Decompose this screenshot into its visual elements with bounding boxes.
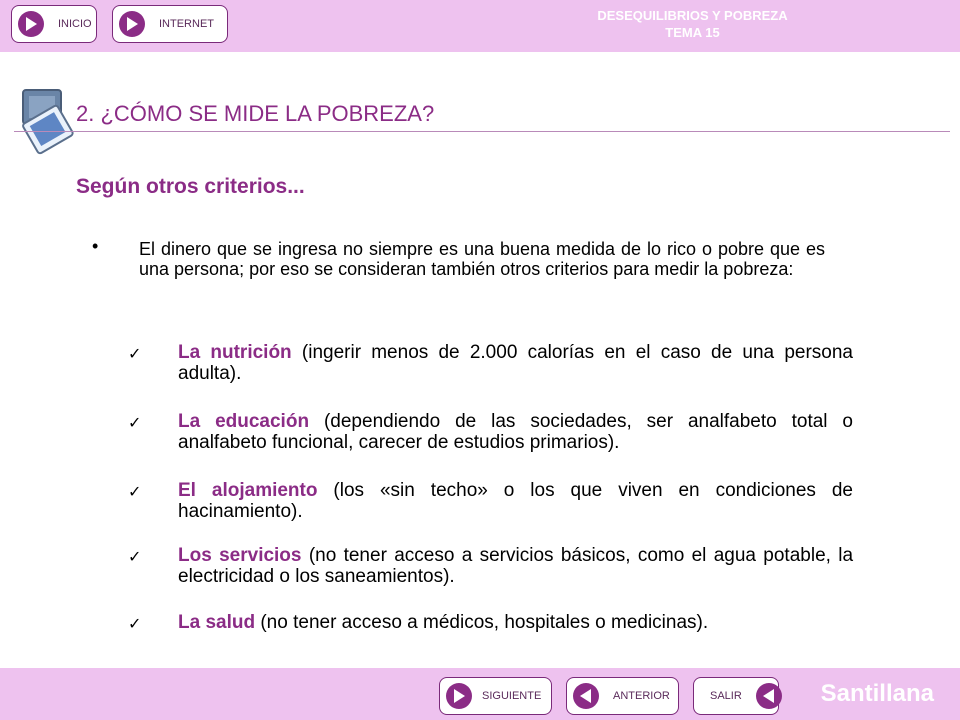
criterion-item	[178, 480, 853, 522]
course-title-line2: TEMA 15	[665, 25, 720, 40]
criterion-text: (no tener acceso a servicios básicos, como el agua potable, la electricidad o los saneamientos).	[178, 545, 854, 587]
criterion-term: El alojamiento	[178, 480, 318, 501]
anterior-button[interactable]	[566, 677, 679, 715]
inicio-button[interactable]	[11, 5, 97, 43]
section-subtitle: Según otros criterios...	[76, 175, 305, 198]
course-title	[520, 7, 865, 41]
check-icon: ✓	[128, 549, 142, 566]
criterion-term: La nutrición	[178, 342, 292, 363]
anterior-label: ANTERIOR	[613, 690, 670, 702]
criterion-term: La educación	[178, 411, 310, 432]
intro-paragraph: El dinero que se ingresa no siempre es una buena medida de lo rico o pobre que es una persona; por eso se consideran también otros criterios para medir la pobreza:	[139, 239, 825, 279]
course-title-line1: DESEQUILIBRIOS Y POBREZA	[597, 8, 788, 23]
check-icon: ✓	[128, 616, 142, 633]
inicio-label: INICIO	[58, 18, 92, 30]
criterion-text: (dependiendo de las sociedades, ser analfabeto total o analfabeto funcional, carecer de estudios primarios).	[178, 411, 853, 453]
monitor-icon	[14, 86, 76, 156]
criterion-term: Los servicios	[178, 545, 302, 566]
check-icon: ✓	[128, 415, 142, 432]
check-icon: ✓	[128, 484, 142, 501]
salir-button[interactable]	[693, 677, 779, 715]
internet-button[interactable]	[112, 5, 228, 43]
criterion-item	[178, 342, 853, 384]
brand-logo: Santillana	[820, 680, 934, 707]
page-title: 2. ¿CÓMO SE MIDE LA POBREZA?	[76, 101, 435, 126]
play-icon	[119, 11, 145, 37]
check-icon: ✓	[128, 346, 142, 363]
siguiente-button[interactable]	[439, 677, 552, 715]
play-icon	[18, 11, 44, 37]
criterion-text: (no tener acceso a médicos, hospitales o medicinas).	[255, 612, 709, 633]
back-icon	[756, 683, 782, 709]
title-divider	[14, 131, 950, 132]
criterion-text: (ingerir menos de 2.000 calorías en el caso de una persona adulta).	[178, 342, 853, 384]
salir-label: SALIR	[710, 690, 742, 702]
criterion-term: La salud	[178, 612, 256, 633]
internet-label: INTERNET	[159, 18, 214, 30]
criterion-item	[178, 411, 853, 453]
play-icon	[446, 683, 472, 709]
siguiente-label: SIGUIENTE	[482, 690, 542, 702]
criterion-item	[178, 612, 853, 633]
bullet-marker: •	[92, 236, 99, 256]
back-icon	[573, 683, 599, 709]
criterion-text: (los «sin techo» o los que viven en condiciones de hacinamiento).	[178, 480, 854, 522]
criterion-item	[178, 545, 853, 587]
